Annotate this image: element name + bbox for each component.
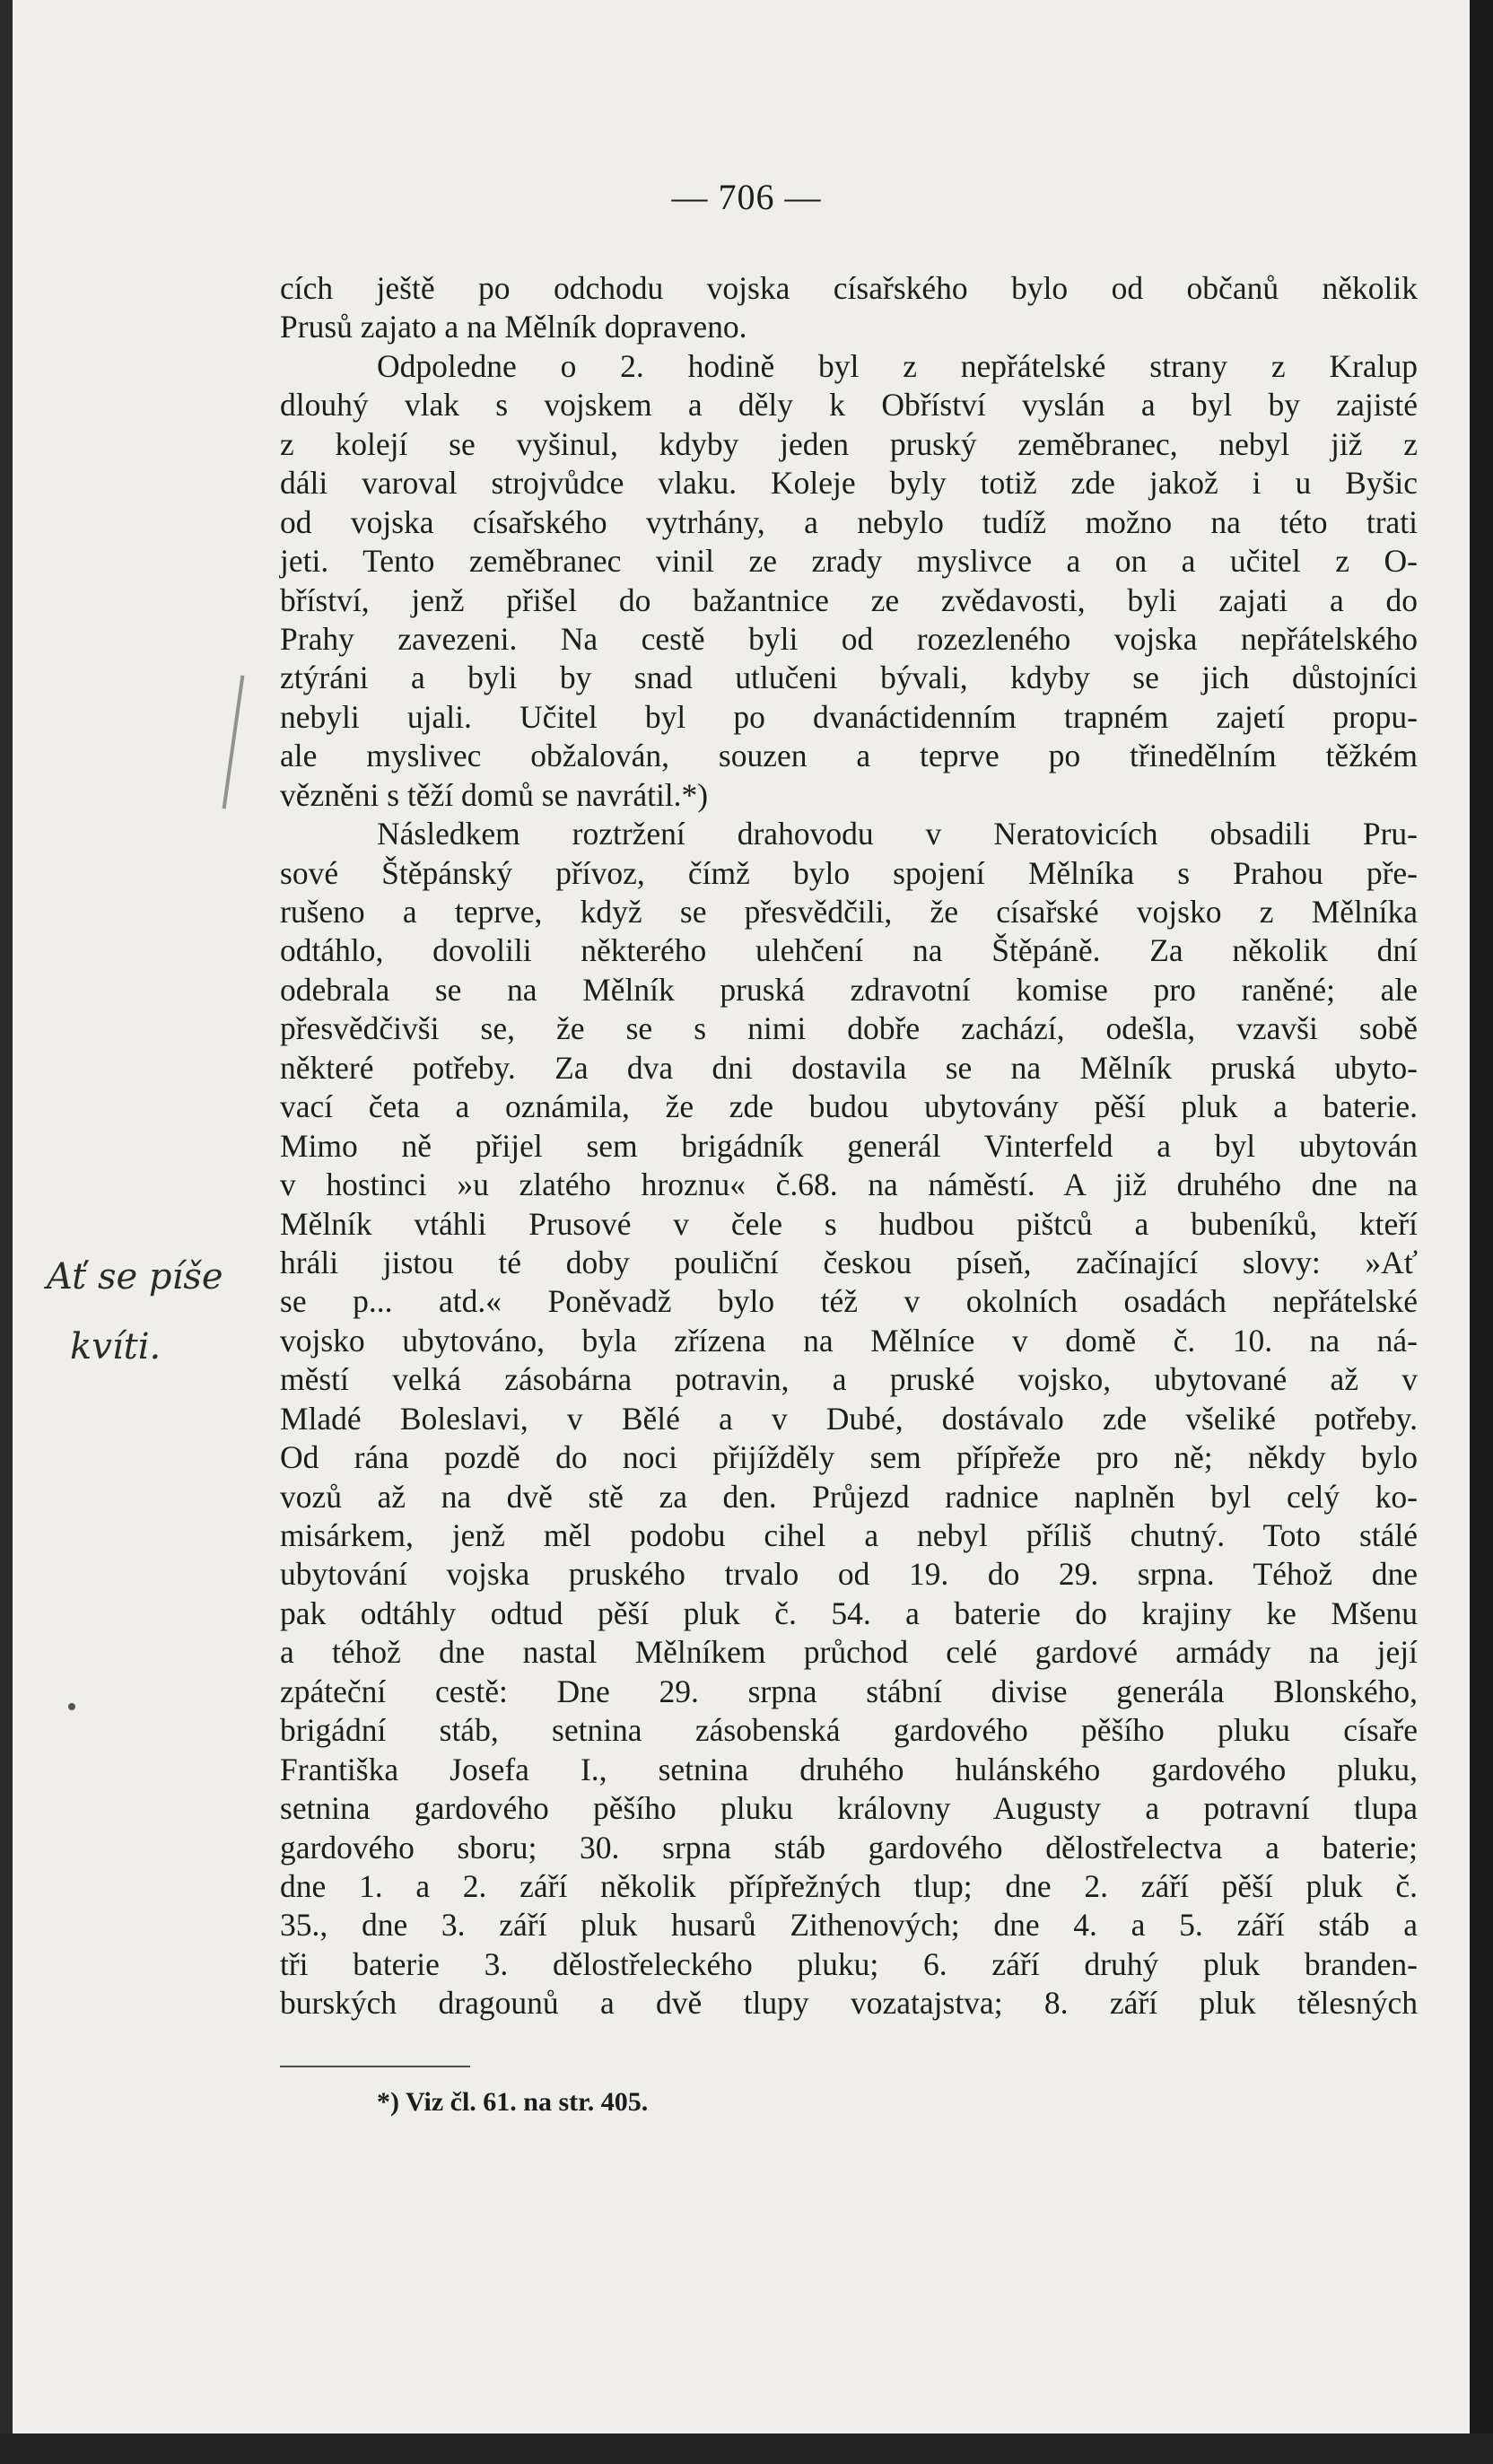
text-line: Prusů zajato a na Mělník dopraveno. [280, 309, 747, 345]
pencil-margin-mark [223, 675, 245, 808]
text-line: nebyli ujali. Učitel byl po dvanáctidenním trapném zajetí propu- [280, 698, 1418, 735]
body-text [280, 269, 1418, 2023]
text-line: z kolejí se vyšinul, kdyby jeden pruský zeměbranec, nebyl již z [280, 425, 1418, 462]
text-line: v hostinci »u zlatého hroznu« č.68. na náměstí. A již druhého dne na [280, 1166, 1418, 1203]
scan-edge-left [0, 0, 13, 2464]
text-line: brigádní stáb, setnina zásobenská gardového pěšího pluku císaře [280, 1712, 1418, 1749]
text-line: bříství, jenž přišel do bažantnice ze zvědavosti, byli zajati a do [280, 581, 1418, 618]
text-line: Mimo ně přijel sem brigádník generál Vinterfeld a byl ubytován [280, 1127, 1418, 1164]
text-line: vojsko ubytováno, byla zřízena na Mělníce v domě č. 10. na ná- [280, 1322, 1418, 1359]
text-line: odtáhlo, dovolili některého ulehčení na Štěpáně. Za několik dní [280, 932, 1418, 969]
text-line: 35., dne 3. září pluk husarů Zithenových; dne 4. a 5. září stáb a [280, 1907, 1418, 1944]
text-line: od vojska císařského vytrhány, a nebylo tudíž možno na této trati [280, 503, 1418, 540]
text-line: gardového sboru; 30. srpna stáb gardového dělostřelectva a baterie; [280, 1829, 1418, 1865]
text-line: vězněni s těží domů se navrátil.*) [280, 776, 709, 813]
text-line: setnina gardového pěšího pluku královny Augusty a potravní tlupa [280, 1790, 1418, 1827]
text-line: Následkem roztržení drahovodu v Neratovicích obsadili Pru- [377, 816, 1418, 852]
text-line: Prahy zavezeni. Na cestě byli od rozezleného vojska nepřátelského [280, 620, 1418, 657]
text-line: hráli jistou té doby pouliční českou píseň, začínající slovy: »Ať [280, 1244, 1418, 1280]
text-line: dlouhý vlak s vojskem a děly k Obříství vyslán a byl by zajisté [280, 387, 1418, 424]
text-line: vací četa a oznámila, že zde budou ubytovány pěší pluk a baterie. [280, 1088, 1418, 1125]
text-line: burských dragounů a dvě tlupy vozatajstva; 8. září pluk tělesných [280, 1985, 1418, 2022]
text-line: Mladé Boleslavi, v Bělé a v Dubé, dostávalo zde všeliké potřeby. [280, 1400, 1418, 1437]
text-line: Mělník vtáhli Prusové v čele s hudbou pištců a bubeníků, kteří [280, 1205, 1418, 1242]
text-line: Františka Josefa I., setnina druhého hulánského gardového pluku, [280, 1751, 1418, 1787]
text-line: ale myslivec obžalován, souzen a teprve po třinedělním těžkém [280, 738, 1418, 774]
margin-dot-mark [68, 1703, 75, 1710]
text-line: městí velká zásobárna potravin, a pruské vojsko, ubytované až v [280, 1361, 1418, 1398]
text-line: ubytování vojska pruského trvalo od 19. do 29. srpna. Téhož dne [280, 1556, 1418, 1593]
text-line: zpáteční cestě: Dne 29. srpna stábní divise generála Blonského, [280, 1673, 1418, 1709]
text-line: se p... atd.« Poněvadž bylo též v okolních osadách nepřátelské [280, 1283, 1418, 1320]
handwritten-margin-note: Ať se píše [47, 1256, 223, 1298]
text-line: cích ještě po odchodu vojska císařského bylo od občanů několik [280, 270, 1418, 306]
text-line: rušeno a teprve, když se přesvědčili, že císařské vojsko z Mělníka [280, 894, 1418, 930]
text-line: misárkem, jenž měl podobu cihel a nebyl příliš chutný. Toto stálé [280, 1517, 1418, 1553]
page-number: — 706 — [671, 177, 822, 217]
text-line: pak odtáhly odtud pěší pluk č. 54. a baterie do krajiny ke Mšenu [280, 1595, 1418, 1631]
footnote: *) Viz čl. 61. na str. 405. [377, 2087, 649, 2117]
text-line: Odpoledne o 2. hodině byl z nepřátelské strany z Kralup [377, 347, 1418, 384]
text-line: tři baterie 3. dělostřeleckého pluku; 6. září druhý pluk branden- [280, 1945, 1418, 1982]
text-line: odebrala se na Mělník pruská zdravotní komise pro raněné; ale [280, 971, 1418, 1008]
text-line: a téhož dne nastal Mělníkem průchod celé gardové armády na její [280, 1634, 1418, 1671]
handwritten-margin-note-continued: kvíti. [70, 1326, 162, 1367]
text-line: sové Štěpánský přívoz, čímž bylo spojení Mělníka s Prahou pře- [280, 854, 1418, 891]
scan-edge-bottom [0, 2433, 1493, 2464]
text-line: některé potřeby. Za dva dni dostavila se na Mělník pruská ubyto- [280, 1049, 1418, 1086]
footnote-separator [280, 2066, 470, 2067]
text-line: dáli varoval strojvůdce vlaku. Koleje byly totiž zde jakož i u Byšic [280, 465, 1418, 502]
text-line: vozů až na dvě stě za den. Průjezd radnice naplněn byl celý ko- [280, 1478, 1418, 1515]
text-line: ztýráni a byli by snad utlučeni bývali, kdyby se jich důstojníci [280, 660, 1418, 696]
text-line: dne 1. a 2. září několik přípřežných tlup; dne 2. září pěší pluk č. [280, 1867, 1418, 1904]
text-line: Od rána pozdě do noci přijížděly sem přípřeže pro ně; někdy bylo [280, 1439, 1418, 1476]
text-line: přesvědčivši se, že se s nimi dobře zachází, odešla, vzavši sobě [280, 1010, 1418, 1047]
text-line: jeti. Tento zeměbranec vinil ze zrady myslivce a on a učitel z O- [280, 543, 1418, 580]
scan-edge-right [1470, 0, 1493, 2464]
